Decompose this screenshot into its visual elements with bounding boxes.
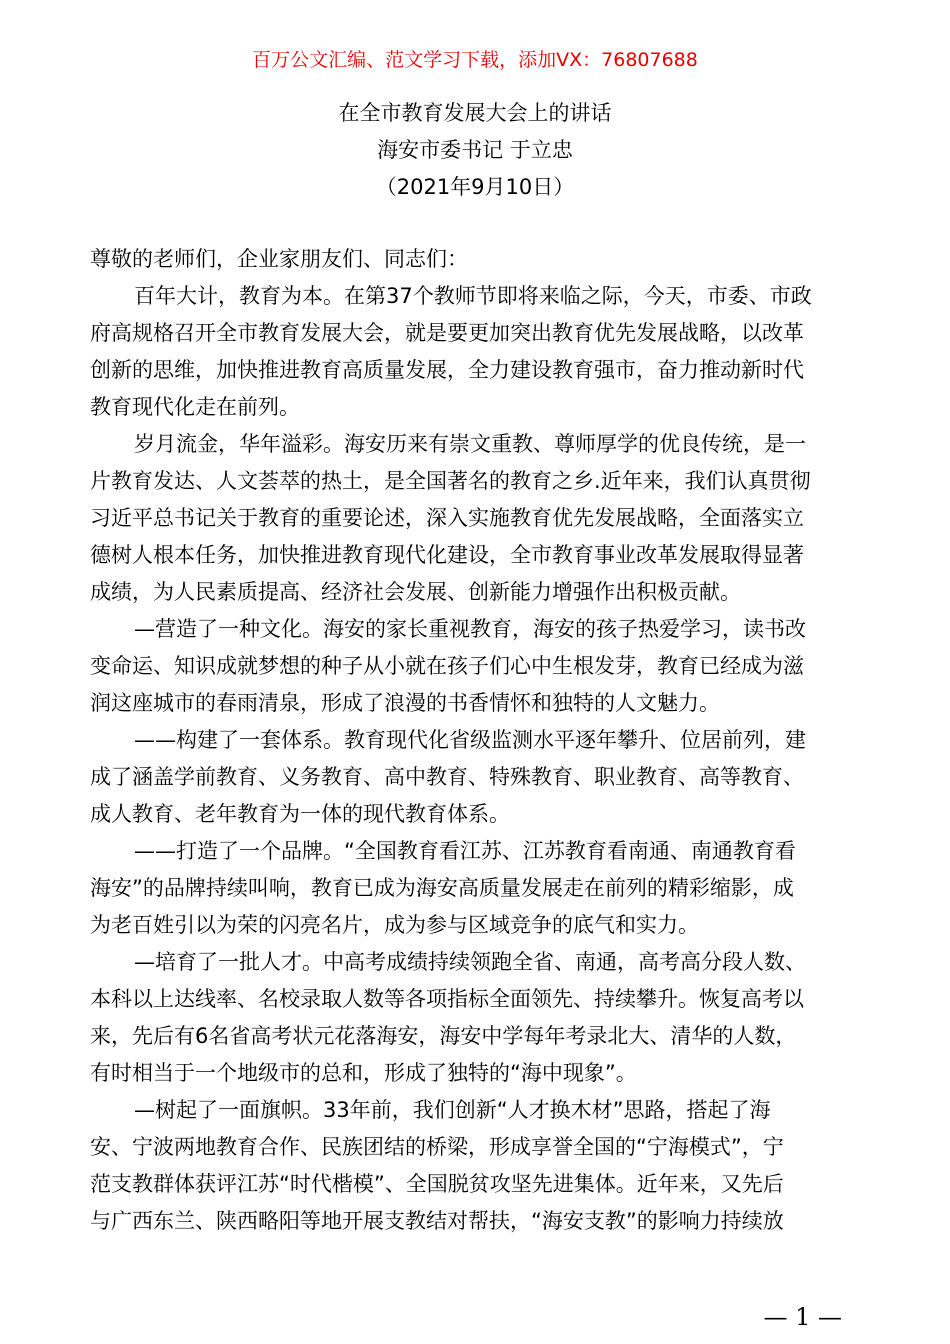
text-line: 范支教群体获评江苏“时代楷模”、全国脱贫攻坚先进集体。近年来，又先后 (90, 1172, 784, 1196)
text-line: ——打造了一个品牌。“全国教育看江苏、江苏教育看南通、南通教育看 (134, 839, 796, 863)
text-line: 习近平总书记关于教育的重要论述，深入实施教育优先发展战略，全面落实立 (90, 506, 804, 530)
text-line: 与广西东兰、陕西略阳等地开展支教结对帮扶，“海安支教”的影响力持续放 (90, 1209, 784, 1233)
text-line: 为老百姓引以为荣的闪亮名片，成为参与区域竞争的底气和实力。 (90, 913, 699, 937)
text-line: —树起了一面旗帜。33年前，我们创新“人才换木材”思路，搭起了海 (134, 1098, 771, 1122)
speech-body (90, 241, 862, 1240)
speech-date: （2021年9月10日） (375, 175, 575, 199)
text-line: 德树人根本任务，加快推进教育现代化建设，全市教育事业改革发展取得显著 (90, 543, 804, 567)
text-line: 百年大计，教育为本。在第37个教师节即将来临之际，今天，市委、市政 (134, 284, 812, 308)
page-number: — 1 — (763, 1303, 842, 1331)
text-line: 成人教育、老年教育为一体的现代教育体系。 (90, 802, 510, 826)
text-line: —营造了一种文化。海安的家长重视教育，海安的孩子热爱学习，读书改 (134, 617, 806, 641)
text-line: 岁月流金，华年溢彩。海安历来有崇文重教、尊师厚学的优良传统，是一 (134, 432, 806, 456)
text-line: 有时相当于一个地级市的总和，形成了独特的“海中现象”。 (90, 1061, 637, 1085)
text-line: 润这座城市的春雨清泉，形成了浪漫的书香情怀和独特的人文魅力。 (90, 691, 720, 715)
text-line: —培育了一批人才。中高考成绩持续领跑全省、南通，高考高分段人数、 (134, 950, 806, 974)
text-line: 教育现代化走在前列。 (90, 395, 300, 419)
text-line: ——构建了一套体系。教育现代化省级监测水平逐年攀升、位居前列，建 (134, 728, 806, 752)
text-line: 安、宁波两地教育合作、民族团结的桥梁，形成享誉全国的“宁海模式”，宁 (90, 1135, 784, 1159)
text-line: 片教育发达、人文荟萃的热土，是全国著名的教育之乡.近年来，我们认真贯彻 (90, 469, 811, 493)
text-line: 府高规格召开全市教育发展大会，就是要更加突出教育优先发展战略，以改革 (90, 321, 804, 345)
text-line: 成了涵盖学前教育、义务教育、高中教育、特殊教育、职业教育、高等教育、 (90, 765, 804, 789)
text-line: 来，先后有6名省高考状元花落海安，海安中学每年考录北大、清华的人数， (90, 1024, 797, 1048)
speech-title: 在全市教育发展大会上的讲话 (338, 101, 612, 125)
text-line: 本科以上达线率、名校录取人数等各项指标全面领先、持续攀升。恢复高考以 (90, 987, 804, 1011)
salutation-line: 尊敬的老师们，企业家朋友们、同志们： (90, 247, 468, 271)
text-line: 变命运、知识成就梦想的种子从小就在孩子们心中生根发芽，教育已经成为滋 (90, 654, 804, 678)
promo-banner: 百万公文汇编、范文学习下载，添加VX：76807688 (252, 49, 698, 71)
text-line: 成绩，为人民素质提高、经济社会发展、创新能力增强作出积极贡献。 (90, 580, 741, 604)
text-line: 创新的思维，加快推进教育高质量发展，全力建设教育强市，奋力推动新时代 (90, 358, 804, 382)
text-line: 海安”的品牌持续叫响，教育已成为海安高质量发展走在前列的精彩缩影，成 (90, 876, 794, 900)
speech-author: 海安市委书记 于立忠 (377, 138, 573, 162)
